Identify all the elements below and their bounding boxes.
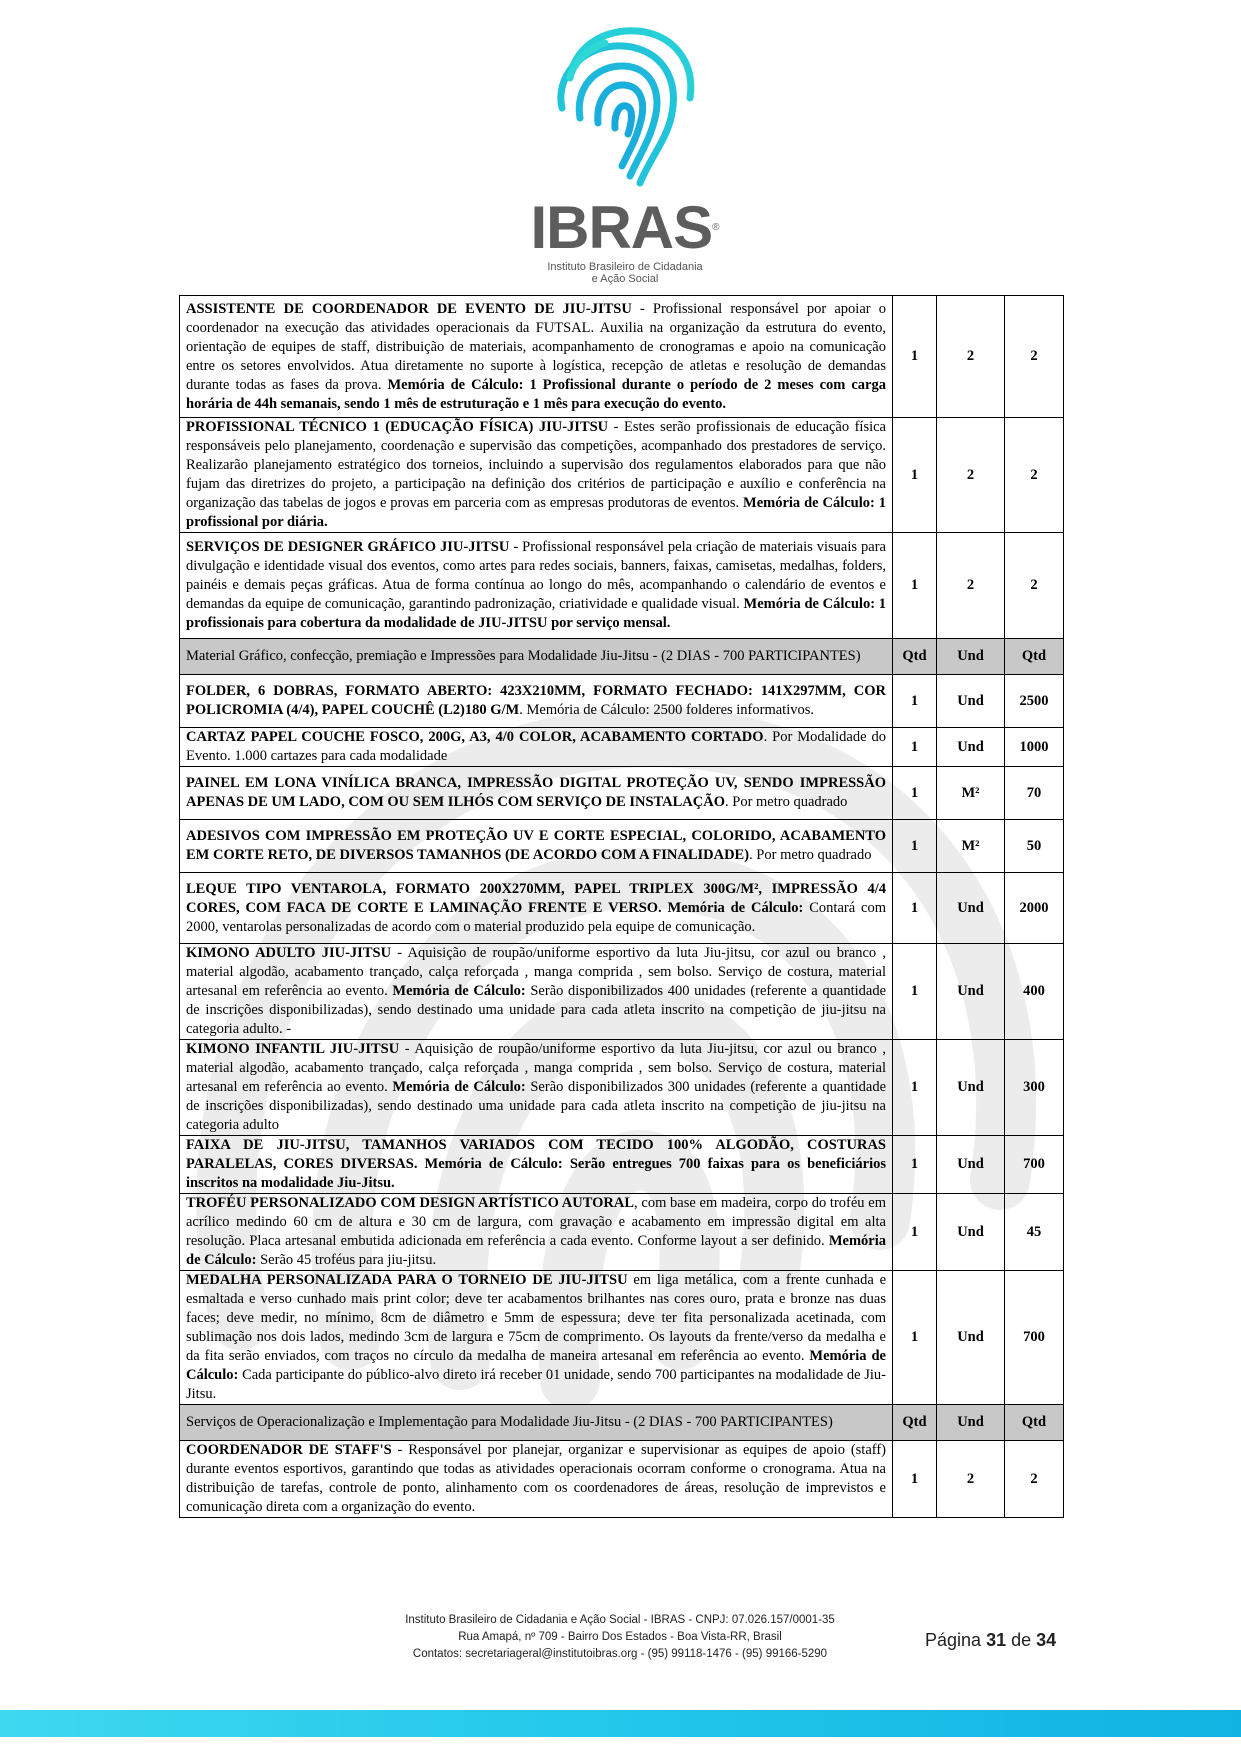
item-description: [180, 1040, 893, 1136]
table-row: [180, 820, 1064, 873]
item-description: [180, 533, 893, 639]
unit-cell: Und: [937, 944, 1005, 1040]
footer-line-3: Contatos: secretariageral@institutoibras.org - (95) 99118-1476 - (95) 99166-5290: [412, 1648, 828, 1660]
table-row: [180, 296, 1064, 418]
unit-cell: Und: [937, 1040, 1005, 1136]
item-title-bold: FOLDER, 6 DOBRAS, FORMATO ABERTO: 423X210MM, FORMATO FECHADO: 141X297MM, COR POLICROMIA (4/4), PAPEL COUCHÊ (L2)180 G/M: [186, 683, 886, 718]
qty-cell: 1: [893, 873, 937, 944]
qty-cell: 1: [893, 1441, 937, 1518]
unit-cell: Und: [937, 639, 1005, 675]
unit-cell: Und: [937, 675, 1005, 728]
qty-cell: 1: [893, 296, 937, 418]
qty-cell: 1: [893, 1271, 937, 1405]
total-qty-cell: 50: [1005, 820, 1064, 873]
table-row: [180, 418, 1064, 533]
item-text: Serão disponibilizados 300 unidades (referente a quantidade de inscrições disponibilizadas), sendo destinado uma unidade para cada atleta inscrito na competição de jiu-jitsu na categoria adulto: [186, 1079, 887, 1133]
unit-cell: Und: [937, 1136, 1005, 1194]
item-title-bold: PAINEL EM LONA VINÍLICA BRANCA, IMPRESSÃO DIGITAL PROTEÇÃO UV, SENDO IMPRESSÃO APENAS DE UM LADO, COM OU SEM ILHÓS COM SERVIÇO DE INSTALAÇÃO: [186, 775, 886, 810]
section-title: [180, 639, 893, 675]
total-qty-cell: 700: [1005, 1136, 1064, 1194]
item-description: [180, 418, 893, 533]
total-qty-cell: 2: [1005, 296, 1064, 418]
total-qty-cell: 2: [1005, 418, 1064, 533]
item-title-bold: Memória de Cálculo:: [392, 983, 526, 999]
total-qty-cell: 300: [1005, 1040, 1064, 1136]
item-title-bold: Memória de Cálculo:: [392, 1079, 526, 1095]
item-title-bold: FAIXA DE JIU-JITSU, TAMANHOS VARIADOS COM TECIDO 100% ALGODÃO, COSTURAS PARALELAS, CORES DIVERSAS. Memória de Cálculo: Serão entregues 700 faixas para os beneficiários inscritos na modalidade Jiu-Jitsu.: [186, 1137, 886, 1191]
page-number: Página 31 de 34: [925, 1630, 1057, 1650]
table-row: [180, 1136, 1064, 1194]
section-title-text: Serviços de Operacionalização e Implementação para Modalidade Jiu-Jitsu - (2 DIAS - 700 PARTICIPANTES): [186, 1414, 833, 1430]
qty-cell: 1: [893, 767, 937, 820]
qty-cell: 1: [893, 675, 937, 728]
item-text: Cada participante do público-alvo direto irá receber 01 unidade, sendo 700 participantes na modalidade de Jiu-Jitsu.: [186, 1367, 886, 1402]
item-text: - Responsável por planejar, organizar e supervisionar as equipes de apoio (staff) durante eventos esportivos, garantindo que todas as atividades operacionais ocorram conforme o cronograma. Atua na distribuição de tarefas, controle de ponto, alinhamento com os coordenadores de áreas, resolução de imprevistos e comunicação direta com a organização do evento.: [186, 1442, 886, 1515]
item-description: [180, 296, 893, 418]
logo-subtitle: Instituto Brasileiro de Cidadania e Ação Social: [547, 261, 703, 285]
total-qty-cell: 70: [1005, 767, 1064, 820]
item-title-bold: Memória de Cálculo:: [186, 1348, 886, 1383]
qty-cell: 1: [893, 944, 937, 1040]
item-text: , com base em madeira, corpo do troféu em acrílico medindo 60 cm de altura e 30 cm de largura, com gravação e acabamento em impressão digital em alta resolução. Placa artesanal embutida adicionada em referência a cada evento. Conforme layout a ser definido.: [186, 1195, 886, 1249]
unit-cell: Und: [937, 873, 1005, 944]
unit-cell: Und: [937, 728, 1005, 767]
item-title-bold: COORDENADOR DE STAFF'S: [186, 1442, 392, 1458]
bottom-color-bar: [0, 1710, 1241, 1737]
table-row: [180, 873, 1064, 944]
item-text: - Profissional responsável por apoiar o coordenador na execução das atividades operacionais da FUTSAL. Auxilia na organização da estrutura do evento, orientação de equipes de staff, distribuição de materiais, acompanhamento de cronogramas e apoio na comunicação entre os setores envolvidos. Atua diretamente no suporte à logística, recepção de atletas e resolução de demandas durante todas as fases da prova.: [186, 300, 886, 393]
item-title-bold: ASSISTENTE DE COORDENADOR DE EVENTO DE JIU-JITSU: [186, 300, 632, 317]
total-qty-cell: 2500: [1005, 675, 1064, 728]
table-row: [180, 767, 1064, 820]
item-title-bold: KIMONO ADULTO JIU-JITSU: [186, 945, 392, 961]
item-text: - Aquisição de roupão/uniforme esportivo da luta Jiu-jitsu, cor azul ou branco , material algodão, acabamento trançado, calça reforçada , manga comprida , sem bolso. Serviço de costura, material artesanal em referência ao evento.: [186, 945, 887, 999]
qty-cell: 1: [893, 1040, 937, 1136]
item-description: [180, 1271, 893, 1405]
unit-cell: 2: [937, 296, 1005, 418]
total-qty-cell: 2: [1005, 1441, 1064, 1518]
ibras-logo: [500, 18, 750, 285]
unit-cell: Und: [937, 1194, 1005, 1271]
item-description: [180, 820, 893, 873]
section-title-text: Material Gráfico, confecção, premiação e Impressões para Modalidade Jiu-Jitsu - (2 DIAS - 700 PARTICIPANTES): [186, 648, 861, 664]
total-qty-cell: 700: [1005, 1271, 1064, 1405]
unit-cell: M²: [937, 767, 1005, 820]
footer-line-1: Instituto Brasileiro de Cidadania e Ação Social - IBRAS - CNPJ: 07.026.157/0001-35: [405, 1614, 835, 1626]
total-qty-cell: 1000: [1005, 728, 1064, 767]
item-description: [180, 675, 893, 728]
item-title-bold: Memória de Cálculo: 1 Profissional durante o período de 2 meses com carga horária de 44h semanais, sendo 1 mês de estruturação e 1 mês para execução do evento.: [186, 376, 886, 412]
table-row: [180, 944, 1064, 1040]
total-qty-cell: 2: [1005, 533, 1064, 639]
item-description: [180, 728, 893, 767]
table-row: [180, 1194, 1064, 1271]
item-text: - Profissional responsável pela criação de materiais visuais para divulgação e identidade visual dos eventos, como artes para redes sociais, banners, faixas, camisetas, medalhas, folders, painéis e demais peças gráficas. Atua de forma contínua ao longo do mês, acompanhando o calendário de eventos e demandas da equipe de comunicação, garantindo padronização, criatividade e qualidade visual.: [186, 539, 886, 612]
qty-cell: 1: [893, 1136, 937, 1194]
item-description: [180, 873, 893, 944]
total-qty-cell: 45: [1005, 1194, 1064, 1271]
footer: [300, 1612, 940, 1663]
qty-cell: Qtd: [893, 1405, 937, 1441]
total-qty-cell: Qtd: [1005, 639, 1064, 675]
item-text: Serão disponibilizados 400 unidades (referente a quantidade de inscrições disponibilizadas), sendo destinado uma unidade para cada atleta inscrito na competição de jiu-jitsu na categoria adulto. -: [186, 983, 887, 1037]
item-title-bold: Memória de Cálculo:: [186, 1233, 886, 1268]
unit-cell: 2: [937, 533, 1005, 639]
logo-wordmark: IBRAS®: [530, 194, 720, 261]
section-header-row: [180, 639, 1064, 675]
item-text: em liga metálica, com a frente cunhada e esmaltada e verso cunhado mais print color; deve ter acabamentos brilhantes nas cores ouro, prata e bronze nas duas faces; deve medir, no mínimo, 8cm de diâmetro e 5mm de espessura; deve ter fita personalizada acetinada, com sublimação nos dois lados, medindo 3cm de largura e 75cm de comprimento. Os layouts da frente/verso da medalha e da fita serão enviados, com traços no círculo da medalha de maneira artesanal em referência ao evento.: [186, 1272, 887, 1364]
total-qty-cell: 2000: [1005, 873, 1064, 944]
item-text: . Por metro quadrado: [725, 794, 848, 810]
item-description: [180, 1441, 893, 1518]
qty-cell: 1: [893, 728, 937, 767]
total-qty-cell: Qtd: [1005, 1405, 1064, 1441]
table-row: [180, 675, 1064, 728]
qty-cell: Qtd: [893, 639, 937, 675]
item-title-bold: TROFÉU PERSONALIZADO COM DESIGN ARTÍSTICO AUTORAL: [186, 1195, 635, 1211]
item-title-bold: Memória de Cálculo: 1 profissional por diária.: [186, 495, 886, 530]
fingerprint-map-icon: [550, 18, 700, 193]
footer-line-2: Rua Amapá, nº 709 - Bairro Dos Estados - Boa Vista-RR, Brasil: [458, 1631, 782, 1643]
qty-cell: 1: [893, 533, 937, 639]
table-row: [180, 1040, 1064, 1136]
item-title-bold: PROFISSIONAL TÉCNICO 1 (EDUCAÇÃO FÍSICA) JIU-JITSU: [186, 419, 609, 435]
item-title-bold: LEQUE TIPO VENTAROLA, FORMATO 200X270MM, PAPEL TRIPLEX 300G/M², IMPRESSÃO 4/4 CORES, COM FACA DE CORTE E LAMINAÇÃO FRENTE E VERSO. Memória de Cálculo:: [186, 880, 886, 916]
item-description: [180, 1194, 893, 1271]
unit-cell: Und: [937, 1405, 1005, 1441]
item-title-bold: MEDALHA PERSONALIZADA PARA O TORNEIO DE JIU-JITSU: [186, 1272, 628, 1288]
item-title-bold: ADESIVOS COM IMPRESSÃO EM PROTEÇÃO UV E CORTE ESPECIAL, COLORIDO, ACABAMENTO EM CORTE RETO, DE DIVERSOS TAMANHOS (DE ACORDO COM A FINALIDADE): [186, 828, 886, 863]
item-text: . Por Modalidade do Evento. 1.000 cartazes para cada modalidade: [186, 729, 886, 764]
item-description: [180, 1136, 893, 1194]
unit-cell: 2: [937, 418, 1005, 533]
table-row: [180, 1271, 1064, 1405]
table-row: [180, 728, 1064, 767]
budget-table: [179, 295, 1064, 1518]
table-row: [180, 533, 1064, 639]
table-row: [180, 1441, 1064, 1518]
qty-cell: 1: [893, 418, 937, 533]
total-qty-cell: 400: [1005, 944, 1064, 1040]
item-description: [180, 767, 893, 820]
item-title-bold: Memória de Cálculo: 1 profissionais para cobertura da modalidade de JIU-JITSU por serviço mensal.: [186, 596, 887, 631]
item-title-bold: SERVIÇOS DE DESIGNER GRÁFICO JIU-JITSU: [186, 539, 510, 555]
item-text: - Estes serão profissionais de educação física responsáveis pelo planejamento, coordenação e supervisão das competições, acompanhado dos prestadores de serviço. Realizarão planejamento estratégico dos torneios, incluindo a supervisão dos regulamentos elaborados para que não fujam das diretrizes do projeto, a participação na definição dos critérios de participação e auxílio e conferência na organização das tabelas de jogos e provas em parceria com as empresas produtoras de eventos.: [186, 419, 886, 511]
item-title-bold: KIMONO INFANTIL JIU-JITSU: [186, 1041, 400, 1057]
item-text: - Aquisição de roupão/uniforme esportivo da luta Jiu-jitsu, cor azul ou branco , material algodão, acabamento trançado, calça reforçada , manga comprida , sem bolso. Serviço de costura, material artesanal em referência ao evento.: [186, 1041, 887, 1095]
unit-cell: M²: [937, 820, 1005, 873]
unit-cell: 2: [937, 1441, 1005, 1518]
item-text: Serão 45 troféus para jiu-jitsu.: [256, 1252, 437, 1268]
section-header-row: [180, 1405, 1064, 1441]
section-title: [180, 1405, 893, 1441]
item-title-bold: CARTAZ PAPEL COUCHE FOSCO, 200G, A3, 4/0 COLOR, ACABAMENTO CORTADO: [186, 729, 764, 745]
item-text: . Por metro quadrado: [749, 847, 872, 863]
item-text: . Memória de Cálculo: 2500 folderes informativos.: [519, 702, 814, 718]
unit-cell: Und: [937, 1271, 1005, 1405]
qty-cell: 1: [893, 820, 937, 873]
qty-cell: 1: [893, 1194, 937, 1271]
item-description: [180, 944, 893, 1040]
item-text: Contará com 2000, ventarolas personalizadas de acordo com o material produzido pela equipe de comunicação.: [186, 899, 886, 935]
